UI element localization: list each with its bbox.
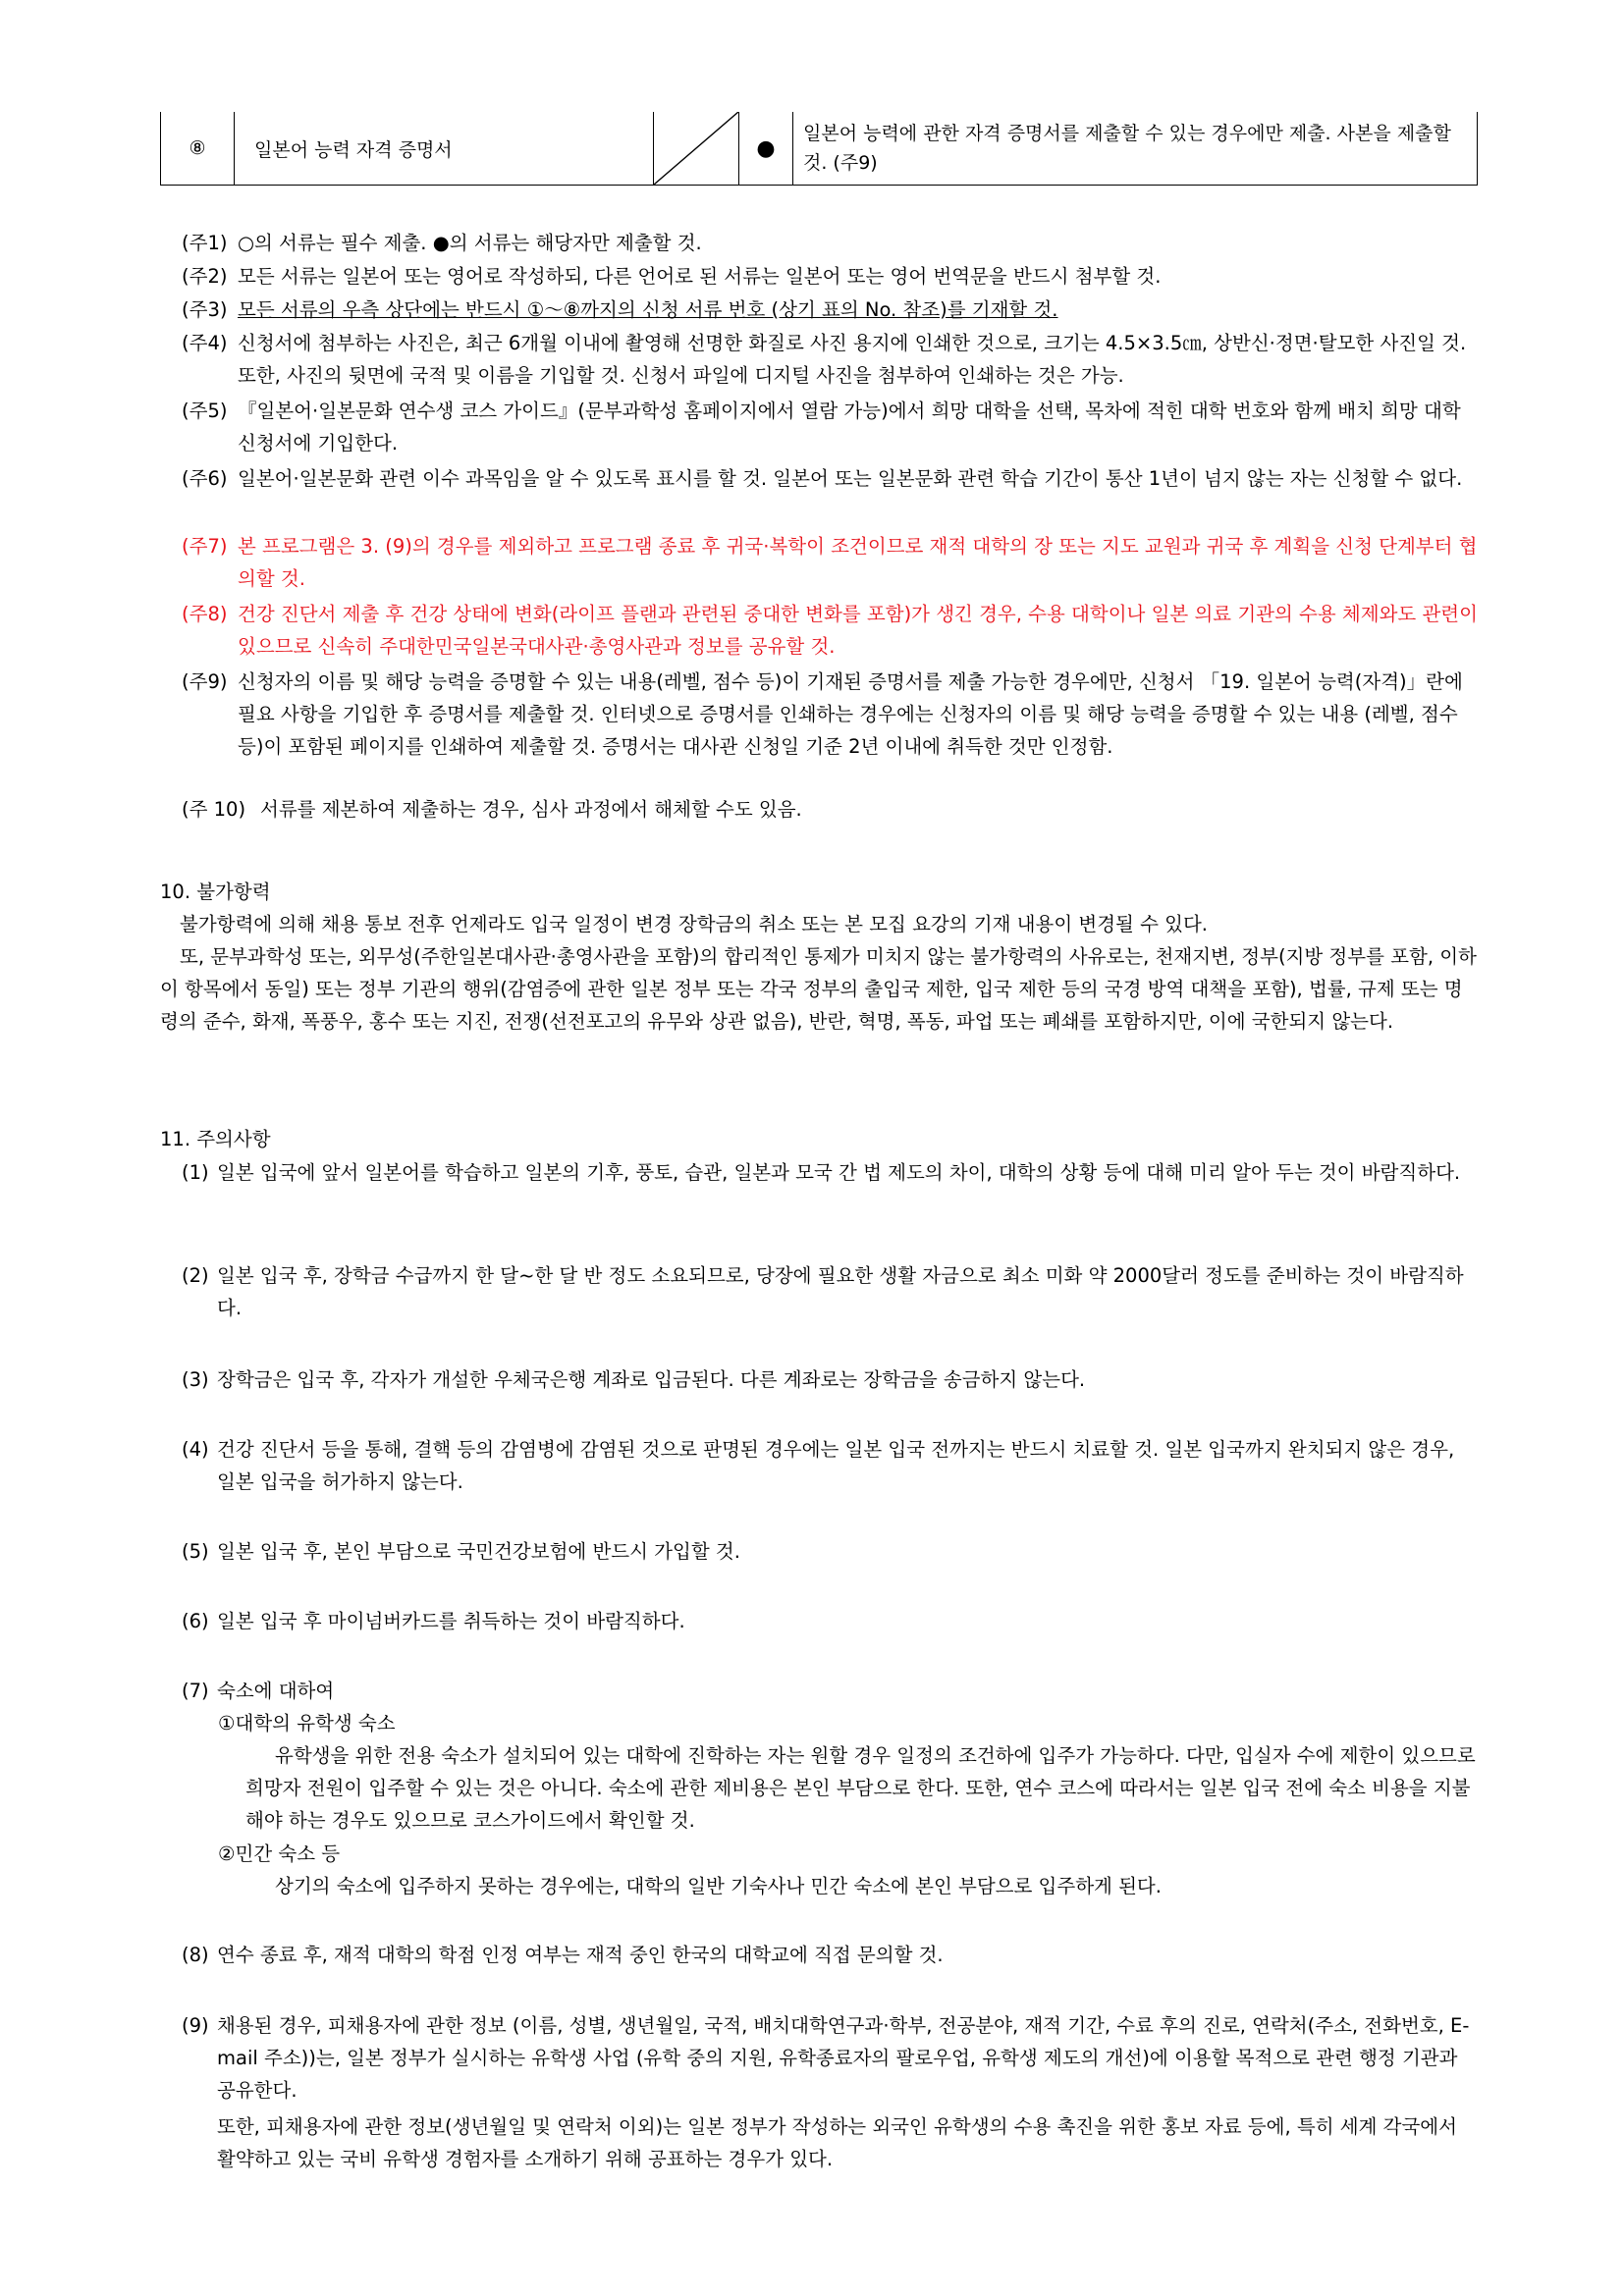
- note-4: (주4) 신청서에 첨부하는 사진은, 최근 6개월 이내에 촬영해 선명한 화질로 사진 용지에 인쇄한 것으로, 크기는 4.5×3.5㎝, 상반신·정면·탈모한 사진일 것. 또한, 사진의 뒷면에 국적 및 이름을 기입할 것. 신청서 파일에 디지털 사진을 첨부하여 인쇄하는 것은 가능.: [182, 332, 1467, 387]
- note-5: (주5) 『일본어·일본문화 연수생 코스 가이드』(문부과학성 홈페이지에서 열람 가능)에서 희망 대학을 선택, 목차에 적힌 대학 번호와 함께 배치 희망 대학 신청서에 기입한다.: [182, 400, 1461, 454]
- section-10-title: 10. 불가항력: [160, 881, 271, 903]
- note-6: (주6) 일본어·일본문화 관련 이수 과목임을 알 수 있도록 표시를 할 것. 일본어 또는 일본문화 관련 학습 기간이 통산 1년이 넘지 않는 자는 신청할 수 없다.: [182, 467, 1463, 490]
- section-10-paragraph-1: 불가항력에 의해 채용 통보 전후 언제라도 입국 일정이 변경 장학금의 취소 또는 본 모집 요강의 기재 내용이 변경될 수 있다.: [180, 913, 1208, 935]
- housing-university-text: 유학생을 위한 전용 숙소가 설치되어 있는 대학에 진학하는 자는 원할 경우 일정의 조건하에 입주가 가능하다. 다만, 입실자 수에 제한이 있으므로 희망자 전원이 입주할 수 있는 것은 아니다. 숙소에 관한 제비용은 본인 부담으로 한다. 또한, 연수 코스에 따라서는 일본 입국 전에 숙소 비용을 지불해야 하는 경우도 있으므로 코스가이드에서 확인할 것.: [245, 1744, 1476, 1832]
- notice-item-3: (3) 장학금은 입국 후, 각자가 개설한 우체국은행 계좌로 입금된다. 다른 계좌로는 장학금을 송금하지 않는다.: [182, 1368, 1086, 1391]
- note-9: (주9) 신청자의 이름 및 해당 능력을 증명할 수 있는 내용(레벨, 점수 등)이 기재된 증명서를 제출 가능한 경우에만, 신청서 「19. 일본어 능력(자격)」란에 필요 사항을 기입한 후 증명서를 제출할 것. 인터넷으로 증명서를 인쇄하는 경우에는 신청자의 이름 및 해당 능력을 증명할 수 있는 내용 (레벨, 점수 등)이 포함된 페이지를 인쇄하여 제출할 것. 증명서는 대사관 신청일 기준 2년 이내에 취득한 것만 인정함.: [182, 670, 1463, 758]
- notice-item-6: (6) 일본 입국 후 마이넘버카드를 취득하는 것이 바람직하다.: [182, 1610, 685, 1632]
- note-10: (주 10) 서류를 제본하여 제출하는 경우, 심사 과정에서 해체할 수도 있음.: [182, 798, 802, 821]
- housing-private-title: ②민간 숙소 등: [218, 1842, 341, 1865]
- notice-item-2: (2) 일본 입국 후, 장학금 수급까지 한 달~한 달 반 정도 소요되므로, 당장에 필요한 생활 자금으로 최소 미화 약 2000달러 정도를 준비하는 것이 바람직하다.: [182, 1264, 1464, 1319]
- notice-item-5: (5) 일본 입국 후, 본인 부담으로 국민건강보험에 반드시 가입할 것.: [182, 1540, 740, 1563]
- notice-item-9: (9) 채용된 경우, 피채용자에 관한 정보 (이름, 성별, 생년월일, 국적, 배치대학연구과·학부, 전공분야, 재적 기간, 수료 후의 진로, 연락처(주소, 전화번호, E-mail 주소))는, 일본 정부가 실시하는 유학생 사업 (유학 중의 지원, 유학종료자의 팔로우업, 유학생 제도의 개선)에 이용할 목적으로 관련 행정 기관과 공유한다.: [182, 2014, 1470, 2102]
- row-not-applicable-cell: [654, 112, 739, 186]
- table-row: [161, 112, 1478, 186]
- section-10-paragraph-2: 또, 문부과학성 또는, 외무성(주한일본대사관·총영사관을 포함)의 합리적인 통제가 미치지 않는 불가항력의 사유로는, 천재지변, 정부(지방 정부를 포함, 이하 이 항목에서 동일) 또는 정부 기관의 행위(감염증에 관한 일본 정부 또는 각국 정부의 출입국 제한, 입국 제한 등의 국경 방역 대책을 포함), 법률, 규제 또는 명령의 준수, 화재, 폭풍우, 홍수 또는 지진, 전쟁(선전포고의 유무와 상관 없음), 반란, 혁명, 폭동, 파업 또는 폐쇄를 포함하지만, 이에 국한되지 않는다.: [160, 945, 1477, 1033]
- note-7: (주7) 본 프로그램은 3. (9)의 경우를 제외하고 프로그램 종료 후 귀국·복학이 조건이므로 재적 대학의 장 또는 지도 교원과 귀국 후 계획을 신청 단계부터 협의할 것.: [182, 535, 1478, 590]
- row-description: 일본어 능력에 관한 자격 증명서를 제출할 수 있는 경우에만 제출. 사본을 제출할 것. (주9): [793, 112, 1478, 186]
- row-document-name: 일본어 능력 자격 증명서: [235, 112, 654, 186]
- housing-university-title: ①대학의 유학생 숙소: [218, 1712, 396, 1735]
- documents-table: [160, 112, 1478, 186]
- note-2: (주2) 모든 서류는 일본어 또는 영어로 작성하되, 다른 언어로 된 서류는 일본어 또는 영어 번역문을 반드시 첨부할 것.: [182, 265, 1162, 288]
- note-8: (주8) 건강 진단서 제출 후 건강 상태에 변화(라이프 플랜과 관련된 중대한 변화를 포함)가 생긴 경우, 수용 대학이나 일본 의료 기관의 수용 체제와도 관련이 있으므로 신속히 주대한민국일본국대사관·총영사관과 정보를 공유할 것.: [182, 603, 1478, 658]
- notice-item-1: (1) 일본 입국에 앞서 일본어를 학습하고 일본의 기후, 풍토, 습관, 일본과 모국 간 법 제도의 차이, 대학의 상황 등에 대해 미리 알아 두는 것이 바람직하다.: [182, 1161, 1461, 1184]
- row-number: ⑧: [161, 112, 235, 186]
- notice-item-9-extra: 또한, 피채용자에 관한 정보(생년월일 및 연락처 이외)는 일본 정부가 작성하는 외국인 유학생의 수용 촉진을 위한 홍보 자료 등에, 특히 세계 각국에서 활약하고 있는 국비 유학생 경험자를 소개하기 위해 공표하는 경우가 있다.: [217, 2115, 1457, 2170]
- notice-item-4: (4) 건강 진단서 등을 통해, 결핵 등의 감염병에 감염된 것으로 판명된 경우에는 일본 입국 전까지는 반드시 치료할 것. 일본 입국까지 완치되지 않은 경우, 일본 입국을 허가하지 않는다.: [182, 1438, 1455, 1493]
- section-11-title: 11. 주의사항: [160, 1128, 271, 1150]
- diagonal-line-icon: [654, 112, 738, 185]
- housing-private-text: 상기의 숙소에 입주하지 못하는 경우에는, 대학의 일반 기숙사나 민간 숙소에 본인 부담으로 입주하게 된다.: [275, 1875, 1162, 1897]
- note-1: (주1) ○의 서류는 필수 제출. ●의 서류는 해당자만 제출할 것.: [182, 232, 702, 254]
- note-3: (주3) 모든 서류의 우측 상단에는 반드시 ①～⑧까지의 신청 서류 번호 (상기 표의 No. 참조)를 기재할 것.: [182, 298, 1058, 321]
- row-conditional-mark: ●: [739, 112, 793, 186]
- notice-item-7: (7) 숙소에 대하여: [182, 1680, 335, 1702]
- notice-item-8: (8) 연수 종료 후, 재적 대학의 학점 인정 여부는 재적 중인 한국의 대학교에 직접 문의할 것.: [182, 1944, 944, 1966]
